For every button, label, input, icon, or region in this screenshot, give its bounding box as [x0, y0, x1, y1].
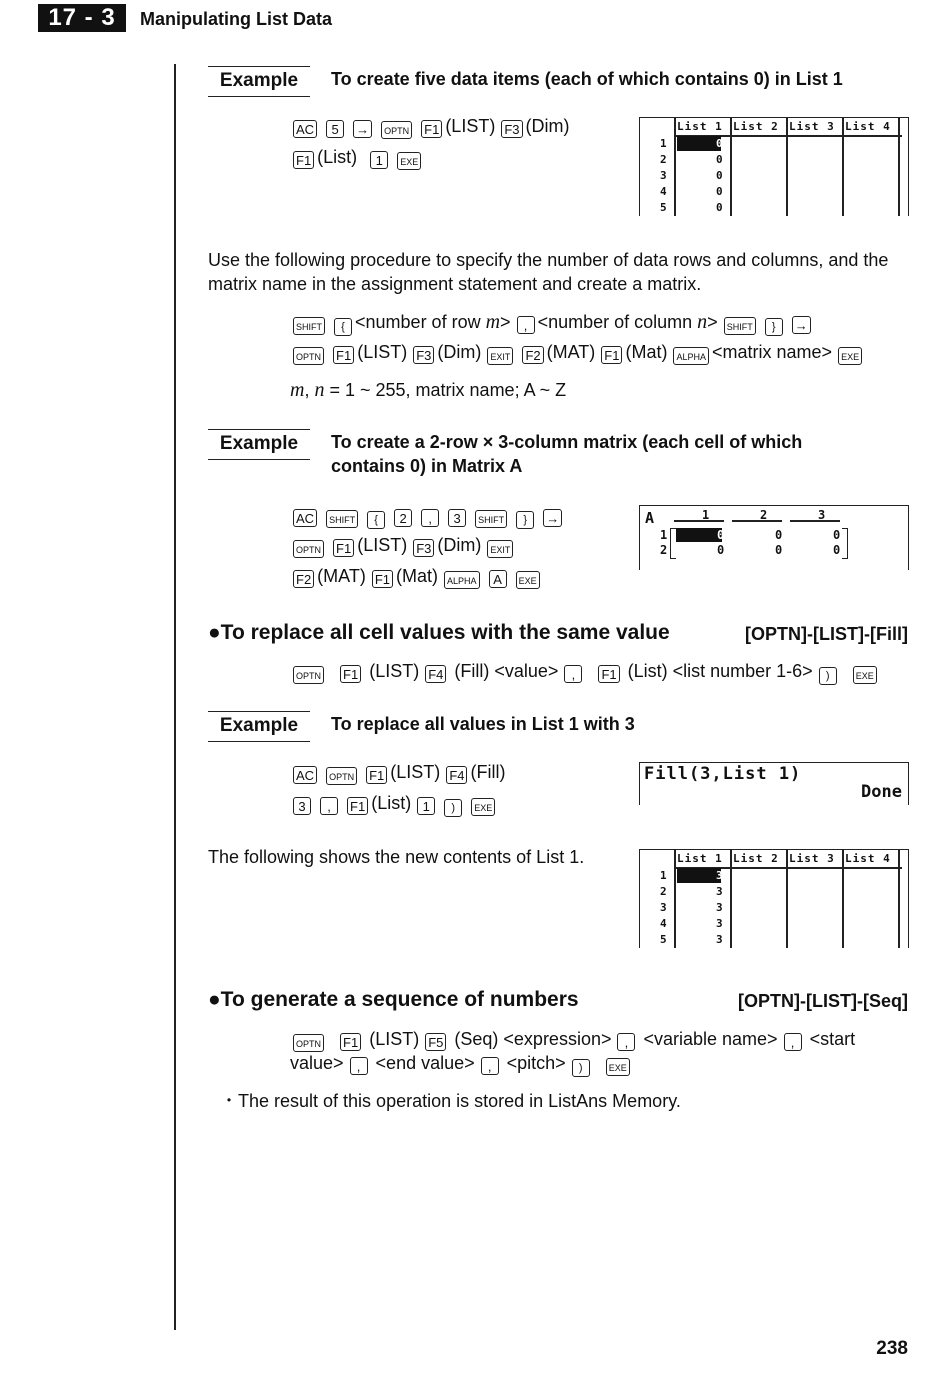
- cell-value: 0: [716, 169, 723, 182]
- key-sequence-line: [292, 1027, 855, 1052]
- list-header: List 2: [733, 852, 779, 865]
- example-title-line: contains 0) in Matrix A: [331, 456, 523, 476]
- shift-key: SHIFT: [724, 317, 756, 335]
- key-caption: (Mat): [396, 566, 439, 586]
- comma-key: ,: [481, 1057, 499, 1075]
- list-header: List 2: [733, 120, 779, 133]
- f1-key: F1: [333, 346, 354, 364]
- page-number: 238: [876, 1338, 908, 1359]
- key-sequence-line: [292, 564, 543, 589]
- optn-key: OPTN: [293, 540, 324, 558]
- margin-rule: [174, 64, 176, 1330]
- key-caption: (LIST): [445, 116, 496, 136]
- key-caption: (LIST): [364, 1029, 425, 1049]
- cell-value: 3: [716, 901, 723, 914]
- f5-key: F5: [425, 1033, 446, 1051]
- exe-key: EXE: [853, 666, 877, 684]
- row-number: 3: [660, 901, 667, 914]
- row-number: 2: [660, 543, 668, 557]
- f1-key: F1: [366, 766, 387, 784]
- example-label: Example: [208, 711, 310, 742]
- key-caption: <pitch>: [501, 1053, 571, 1073]
- cell-value: 0: [716, 201, 723, 214]
- key-3: 3: [448, 509, 466, 527]
- ac-key: AC: [293, 120, 317, 138]
- list-header: List 3: [789, 120, 835, 133]
- key-caption: (List): [371, 793, 412, 813]
- cursor-highlight: [676, 528, 725, 542]
- exe-key: EXE: [838, 347, 862, 365]
- row-number: 1: [660, 528, 668, 542]
- seq-menu-path: [OPTN]-[LIST]-[Seq]: [738, 991, 908, 1011]
- cell-value: 3: [716, 917, 723, 930]
- cell-value: 0: [717, 543, 725, 557]
- rparen-key: ): [819, 667, 837, 685]
- key-caption: (Fill): [470, 762, 506, 782]
- list-header: List 3: [789, 852, 835, 865]
- cell-value: 0: [716, 153, 723, 166]
- rbrace-key: }: [516, 511, 534, 529]
- var-m: m: [290, 379, 305, 401]
- optn-key: OPTN: [293, 347, 324, 365]
- key-caption: (List): [317, 147, 358, 167]
- row-number: 5: [660, 201, 667, 214]
- key-3: 3: [293, 797, 311, 815]
- row-number: 1: [660, 137, 667, 150]
- optn-key: OPTN: [326, 767, 357, 785]
- key-sequence-line: [292, 760, 505, 785]
- cell-value: 0: [833, 528, 841, 542]
- command-line: Fill(3,List 1): [644, 764, 802, 784]
- comma-key: ,: [617, 1033, 635, 1051]
- ac-key: AC: [293, 766, 317, 784]
- after-fill-text: The following shows the new contents of List 1.: [208, 847, 585, 867]
- cell-value: 3: [716, 869, 723, 882]
- example-title: [331, 430, 802, 478]
- f1-key: F1: [598, 665, 619, 683]
- row-number: 2: [660, 153, 667, 166]
- f1-key: F1: [293, 151, 314, 169]
- row-number: 4: [660, 917, 667, 930]
- lbrace-key: {: [334, 318, 352, 336]
- row-number: 4: [660, 185, 667, 198]
- alpha-key: ALPHA: [673, 347, 709, 365]
- store-arrow-key: →: [353, 120, 372, 138]
- key-caption: (LIST): [357, 342, 408, 362]
- cell-value: 0: [775, 543, 783, 557]
- fill-menu-path: [OPTN]-[LIST]-[Fill]: [745, 624, 908, 644]
- optn-key: OPTN: [293, 1034, 324, 1052]
- rparen-key: ): [444, 799, 462, 817]
- lbrace-key: {: [367, 511, 385, 529]
- seq-note: ・The result of this operation is stored in ListAns Memory.: [220, 1091, 681, 1111]
- exe-key: EXE: [606, 1058, 630, 1076]
- comma-key: ,: [350, 1057, 368, 1075]
- store-arrow-key: →: [543, 509, 562, 527]
- var-n: n: [697, 311, 708, 333]
- key-caption: (Seq) <expression>: [449, 1029, 617, 1049]
- exit-key: EXIT: [487, 540, 513, 558]
- example-label: Example: [208, 429, 310, 460]
- optn-key: OPTN: [293, 666, 324, 684]
- key-sequence-line: [290, 1051, 633, 1077]
- key-sequence-line: [292, 340, 865, 365]
- row-number: 1: [660, 869, 667, 882]
- cursor-highlight: [677, 136, 721, 151]
- var-m: m: [485, 311, 501, 333]
- cursor-highlight: [677, 868, 721, 883]
- key-caption: (Dim): [525, 116, 570, 136]
- exe-key: EXE: [397, 152, 421, 170]
- row-number: 5: [660, 933, 667, 946]
- f3-key: F3: [501, 120, 522, 138]
- key-caption: (MAT): [546, 342, 596, 362]
- shift-key: SHIFT: [475, 510, 507, 528]
- key-sequence-line: [292, 114, 570, 139]
- key-1: 1: [417, 797, 435, 815]
- shift-key: SHIFT: [326, 510, 358, 528]
- key-sequence-line: [292, 145, 424, 170]
- key-caption: >: [500, 312, 511, 332]
- key-caption: <number of row: [355, 312, 486, 332]
- example-title-line: To create a 2-row × 3-column matrix (each cell of which: [331, 432, 803, 452]
- example-title: To replace all values in List 1 with 3: [331, 714, 635, 734]
- key-5: 5: [326, 120, 344, 138]
- f1-key: F1: [340, 1033, 361, 1051]
- key-sequence-line: [292, 659, 880, 685]
- list-editor-screen: [639, 117, 909, 216]
- key-caption: (LIST): [364, 661, 425, 681]
- list-header: List 1: [677, 852, 723, 865]
- key-caption: <matrix name>: [711, 342, 833, 362]
- key-caption: (Dim): [437, 342, 482, 362]
- example-title: To create five data items (each of which contains 0) in List 1: [331, 69, 843, 89]
- run-screen: [639, 762, 909, 805]
- row-number: 3: [660, 169, 667, 182]
- key-1: 1: [370, 151, 388, 169]
- key-caption: <variable name>: [638, 1029, 783, 1049]
- list-header: List 4: [845, 120, 891, 133]
- cell-value: 0: [833, 543, 841, 557]
- list-header: List 1: [677, 120, 723, 133]
- ac-key: AC: [293, 509, 317, 527]
- fill-heading: ●To replace all cell values with the same value: [208, 621, 670, 644]
- shift-key: SHIFT: [293, 317, 325, 335]
- key-caption: (LIST): [357, 535, 408, 555]
- rbrace-key: }: [765, 318, 783, 336]
- comma-key: ,: [320, 797, 338, 815]
- key-caption: value>: [290, 1053, 349, 1073]
- example-label: Example: [208, 66, 310, 97]
- cell-value: 0: [717, 528, 725, 542]
- f2-key: F2: [522, 346, 543, 364]
- section-title: Manipulating List Data: [140, 9, 333, 29]
- f2-key: F2: [293, 570, 314, 588]
- key-caption: (List) <list number 1-6>: [622, 661, 818, 681]
- result-text: Done: [861, 782, 902, 802]
- matrix-editor-screen: [639, 505, 909, 570]
- range-text: = 1 ~ 255, matrix name; A ~ Z: [324, 380, 567, 400]
- f4-key: F4: [425, 665, 446, 683]
- f1-key: F1: [333, 539, 354, 557]
- comma-key: ,: [784, 1033, 802, 1051]
- list-header: List 4: [845, 852, 891, 865]
- key-caption: >: [707, 312, 718, 332]
- f3-key: F3: [413, 539, 434, 557]
- matrix-intro-text: Use the following procedure to specify the number of data rows and columns, and the matrix name in the assignment statement and create a matrix.: [208, 250, 889, 294]
- var-n: n: [314, 379, 325, 401]
- exe-key: EXE: [471, 798, 495, 816]
- comma-key: ,: [517, 316, 535, 334]
- key-caption: (LIST): [390, 762, 441, 782]
- exe-key: EXE: [516, 571, 540, 589]
- cell-value: 3: [716, 885, 723, 898]
- f1-key: F1: [347, 797, 368, 815]
- f1-key: F1: [340, 665, 361, 683]
- key-sequence-line: [292, 533, 516, 558]
- cell-value: 3: [716, 933, 723, 946]
- f1-key: F1: [421, 120, 442, 138]
- cell-value: 0: [775, 528, 783, 542]
- key-caption: (MAT): [317, 566, 366, 586]
- f1-key: F1: [601, 346, 622, 364]
- cell-value: 0: [716, 185, 723, 198]
- key-sequence-line: [292, 503, 565, 529]
- rparen-key: ): [572, 1059, 590, 1077]
- alpha-key: ALPHA: [444, 571, 480, 589]
- key-caption: <end value>: [370, 1053, 480, 1073]
- range-note: m, n = 1 ~ 255, matrix name; A ~ Z: [290, 379, 567, 401]
- key-caption: (Mat): [625, 342, 668, 362]
- chapter-number: 17 - 3: [38, 4, 126, 32]
- exit-key: EXIT: [487, 347, 513, 365]
- column-header: 2: [760, 508, 768, 522]
- key-caption: <number of column: [537, 312, 698, 332]
- column-header: 3: [818, 508, 826, 522]
- f3-key: F3: [413, 346, 434, 364]
- comma-key: ,: [421, 509, 439, 527]
- key-sequence-line: [292, 791, 498, 817]
- column-header: 1: [702, 508, 710, 522]
- key-caption: (Dim): [437, 535, 482, 555]
- key-2: 2: [394, 509, 412, 527]
- f4-key: F4: [446, 766, 467, 784]
- comma-key: ,: [564, 665, 582, 683]
- key-caption: <start: [804, 1029, 856, 1049]
- key-caption: (Fill) <value>: [449, 661, 564, 681]
- store-arrow-key: →: [792, 316, 811, 334]
- key-sequence-line: [292, 310, 814, 336]
- matrix-name: A: [645, 509, 655, 527]
- f1-key: F1: [372, 570, 393, 588]
- row-number: 2: [660, 885, 667, 898]
- key-a: A: [489, 570, 507, 588]
- optn-key: OPTN: [381, 121, 412, 139]
- seq-heading: ●To generate a sequence of numbers: [208, 988, 579, 1011]
- list-editor-screen: [639, 849, 909, 948]
- cell-value: 0: [716, 137, 723, 150]
